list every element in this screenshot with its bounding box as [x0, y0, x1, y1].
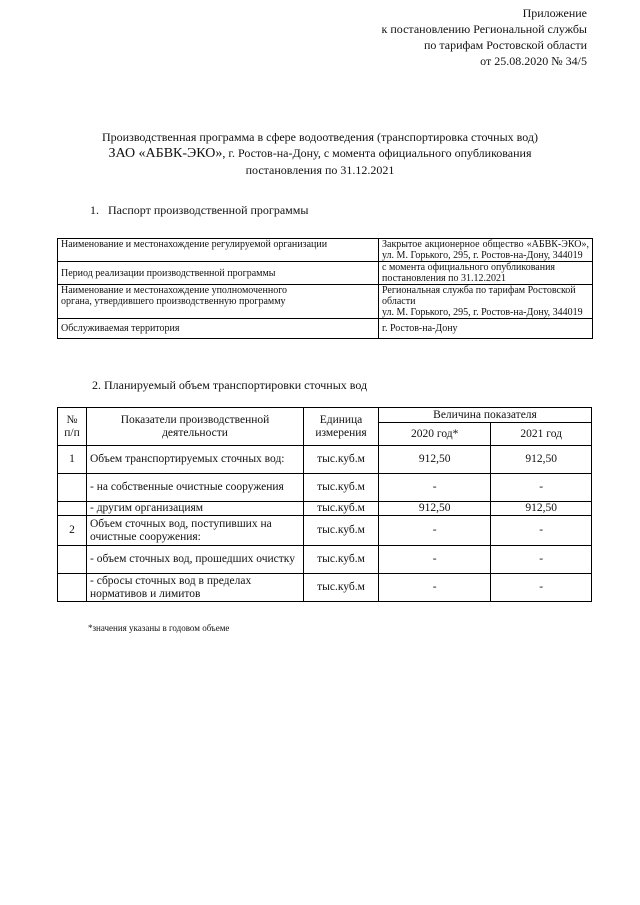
- passport-value-line: постановления по 31.12.2021: [382, 273, 506, 284]
- cell-2020: -: [379, 574, 491, 602]
- cell-num: [58, 574, 87, 602]
- cell-indicator: - другим организациям: [87, 502, 304, 516]
- cell-unit: тыс.куб.м: [304, 502, 379, 516]
- table-row: [58, 502, 592, 516]
- cell-num: [58, 502, 87, 516]
- cell-2021: -: [491, 546, 592, 574]
- passport-value-line: ул. М. Горького, 295, г. Ростов-на-Дону, 344019: [382, 250, 583, 261]
- footnote: *значения указаны в годовом объеме: [88, 623, 230, 633]
- cell-unit: тыс.куб.м: [304, 574, 379, 602]
- passport-value: [379, 239, 593, 262]
- appendix-line: по тарифам Ростовской области: [423, 38, 587, 52]
- cell-indicator: - на собственные очистные сооружения: [87, 474, 304, 502]
- cell-2020: -: [379, 546, 491, 574]
- table-row: [58, 474, 592, 502]
- cell-2021: -: [491, 516, 592, 546]
- appendix-block: [287, 5, 587, 69]
- cell-2020: 912,50: [379, 502, 491, 516]
- table-row: [58, 285, 593, 319]
- appendix-line: от 25.08.2020 № 34/5: [480, 54, 587, 68]
- cell-unit: тыс.куб.м: [304, 474, 379, 502]
- cell-2021: 912,50: [491, 502, 592, 516]
- cell-num: [58, 474, 87, 502]
- cell-2020: -: [379, 474, 491, 502]
- appendix-line: к постановлению Региональной службы: [381, 22, 587, 36]
- table-row: [58, 446, 592, 474]
- section-1-number: 1.: [90, 203, 99, 217]
- cell-2021: 912,50: [491, 446, 592, 474]
- cell-indicator: Объем транспортируемых сточных вод:: [87, 446, 304, 474]
- table-row: [58, 546, 592, 574]
- header-indicator: Показатели производственной деятельности: [87, 408, 304, 446]
- section-1-title: Паспорт производственной программы: [108, 203, 309, 217]
- table-row: [58, 516, 592, 546]
- cell-num: [58, 546, 87, 574]
- passport-value: [379, 285, 593, 319]
- cell-2021: -: [491, 474, 592, 502]
- header-value-group: Величина показателя: [379, 408, 592, 423]
- passport-value-line: Региональная служба по тарифам Ростовской области: [382, 285, 576, 307]
- title-line-2-rest: , г. Ростов-на-Дону, с момента официального опубликования: [222, 146, 532, 160]
- passport-value-line: ул. М. Горького, 295, г. Ростов-на-Дону, 344019: [382, 307, 583, 318]
- cell-unit: тыс.куб.м: [304, 546, 379, 574]
- passport-value-line: г. Ростов-на-Дону: [382, 323, 458, 334]
- passport-table: [57, 238, 593, 339]
- section-2-heading: 2. Планируемый объем транспортировки сточных вод: [92, 378, 368, 392]
- document-title: [60, 129, 580, 178]
- cell-unit: тыс.куб.м: [304, 446, 379, 474]
- passport-value: [379, 319, 593, 339]
- cell-indicator: Объем сточных вод, поступивших на очистные сооружения:: [87, 516, 304, 546]
- appendix-line: Приложение: [522, 6, 587, 20]
- header-num: № п/п: [58, 408, 87, 446]
- passport-value: [379, 262, 593, 285]
- cell-indicator: - сбросы сточных вод в пределах нормативов и лимитов: [87, 574, 304, 602]
- table-row: [58, 262, 593, 285]
- passport-label: Наименование и местонахождение регулируемой организации: [58, 239, 379, 262]
- cell-num: 2: [58, 516, 87, 546]
- section-1-heading: [90, 203, 308, 218]
- header-year-2021: 2021 год: [491, 423, 592, 446]
- title-line-1: Производственная программа в сфере водоотведения (транспортировка сточных вод): [101, 130, 538, 144]
- passport-value-line: с момента официального опубликования: [382, 262, 556, 273]
- plan-table: [57, 407, 592, 602]
- cell-2020: 912,50: [379, 446, 491, 474]
- cell-2020: -: [379, 516, 491, 546]
- title-line-2: [60, 145, 580, 162]
- cell-unit: тыс.куб.м: [304, 516, 379, 546]
- cell-2021: -: [491, 574, 592, 602]
- header-year-2020: 2020 год*: [379, 423, 491, 446]
- cell-indicator: - объем сточных вод, прошедших очистку: [87, 546, 304, 574]
- passport-value-line: Закрытое акционерное общество «АБВК-ЭКО»,: [382, 239, 589, 250]
- title-line-3: постановления по 31.12.2021: [245, 163, 395, 177]
- passport-label: Обслуживаемая территория: [58, 319, 379, 339]
- header-unit: Единица измерения: [304, 408, 379, 446]
- company-name: ЗАО «АБВК-ЭКО»: [108, 146, 223, 161]
- cell-num: 1: [58, 446, 87, 474]
- table-row: [58, 239, 593, 262]
- table-row: [58, 319, 593, 339]
- passport-label: Период реализации производственной программы: [58, 262, 379, 285]
- table-header-row: [58, 408, 592, 423]
- passport-label: Наименование и местонахождение уполномоченного органа, утвердившего производственную программу: [58, 285, 379, 319]
- table-row: [58, 574, 592, 602]
